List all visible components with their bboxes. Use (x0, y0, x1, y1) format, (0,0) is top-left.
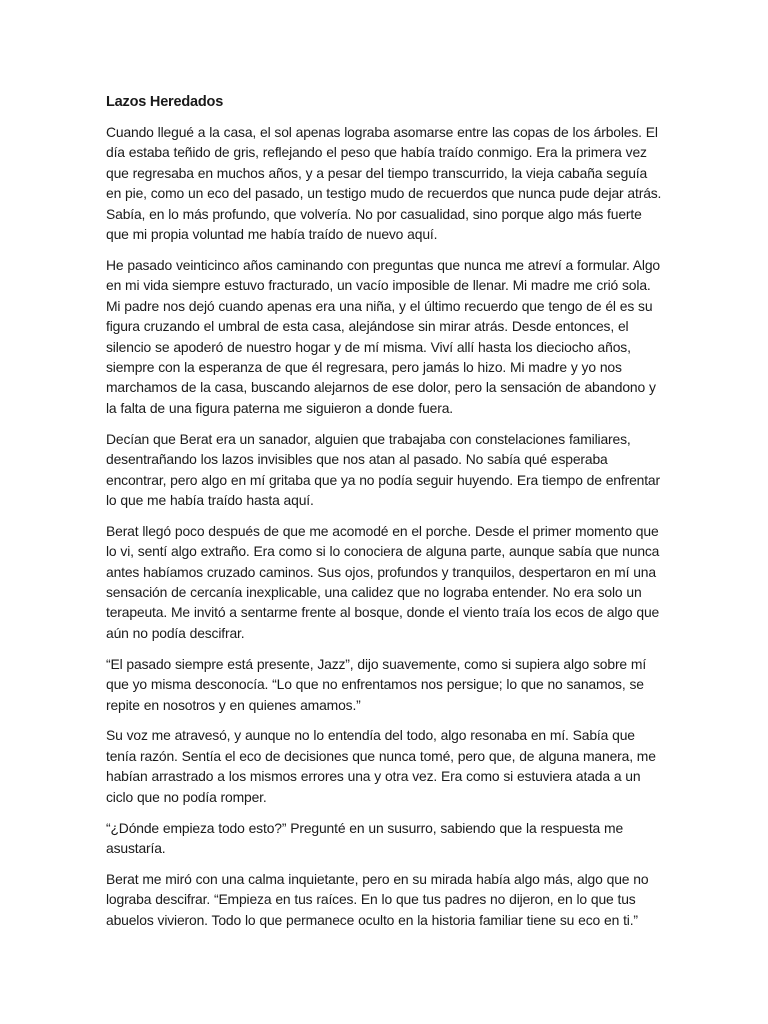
document-title: Lazos Heredados (106, 94, 224, 110)
paragraph-1: Cuando llegué a la casa, el sol apenas lograba asomarse entre las copas de los árboles. El día estaba teñido de gris, reflejando el peso que había traído conmigo. Era la primera vez que regresaba en muchos años, y a pesar del tiempo transcurrido, la vieja cabaña seguía en pie, como un eco del pasado, un testigo mudo de recuerdos que nunca pude dejar atrás. Sabía, en lo más profundo, que volvería. No por casualidad, sino porque algo más fuerte que mi propia voluntad me había traído de nuevo aquí. (106, 124, 662, 243)
paragraph-2: He pasado veinticinco años caminando con preguntas que nunca me atreví a formular. Algo en mi vida siempre estuvo fracturado, un vacío imposible de llenar. Mi madre me crió sola. Mi padre nos dejó cuando apenas era una niña, y el último recuerdo que tengo de él es su figura cruzando el umbral de esta casa, alejándose sin mirar atrás. Desde entonces, el silencio se apoderó de nuestro hogar y de mí misma. Viví allí hasta los dieciocho años, siempre con la esperanza de que él regresara, pero jamás lo hizo. Mi madre y yo nos marchamos de la casa, buscando alejarnos de ese dolor, pero la sensación de abandono y la falta de una figura paterna me siguieron a donde fuera. (106, 256, 661, 416)
paragraph-4: Berat llegó poco después de que me acomodé en el porche. Desde el primer momento que lo vi, sentí algo extraño. Era como si lo conociera de alguna parte, aunque sabía que nunca antes habíamos cruzado caminos. Sus ojos, profundos y tranquilos, despertaron en mí una sensación de cercanía inexplicable, una calidez que no lograba entender. No era solo un terapeuta. Me invitó a sentarme frente al bosque, donde el viento traía los ecos de algo que aún no podía descifrar. (106, 522, 660, 641)
document-page (106, 92, 666, 941)
paragraph-5: “El pasado siempre está presente, Jazz”, dijo suavemente, como si supiera algo sobre mí que yo misma desconocía. “Lo que no enfrentamos nos persigue; lo que no sanamos, se repite en nosotros y en quienes amamos.” (106, 655, 647, 713)
paragraph-3: Decían que Berat era un sanador, alguien que trabajaba con constelaciones familiares, desentrañando los lazos invisibles que nos atan al pasado. No sabía qué esperaba encontrar, pero algo en mí gritaba que ya no podía seguir huyendo. Era tiempo de enfrentar lo que me había traído hasta aquí. (106, 430, 660, 508)
paragraph-8: Berat me miró con una calma inquietante, pero en su mirada había algo más, algo que no lograba descifrar. “Empieza en tus raíces. En lo que tus padres no dijeron, en lo que tus abuelos vivieron. Todo lo que permanece oculto en la historia familiar tiene su eco en ti.” (106, 870, 649, 928)
paragraph-7: “¿Dónde empieza todo esto?” Pregunté en un susurro, sabiendo que la respuesta me asustaría. (106, 819, 624, 856)
paragraph-6: Su voz me atravesó, y aunque no lo entendía del todo, algo resonaba en mí. Sabía que tenía razón. Sentía el eco de decisiones que nunca tomé, pero que, de alguna manera, me habían arrastrado a los mismos errores una y otra vez. Era como si estuviera atada a un ciclo que no podía romper. (106, 727, 656, 805)
